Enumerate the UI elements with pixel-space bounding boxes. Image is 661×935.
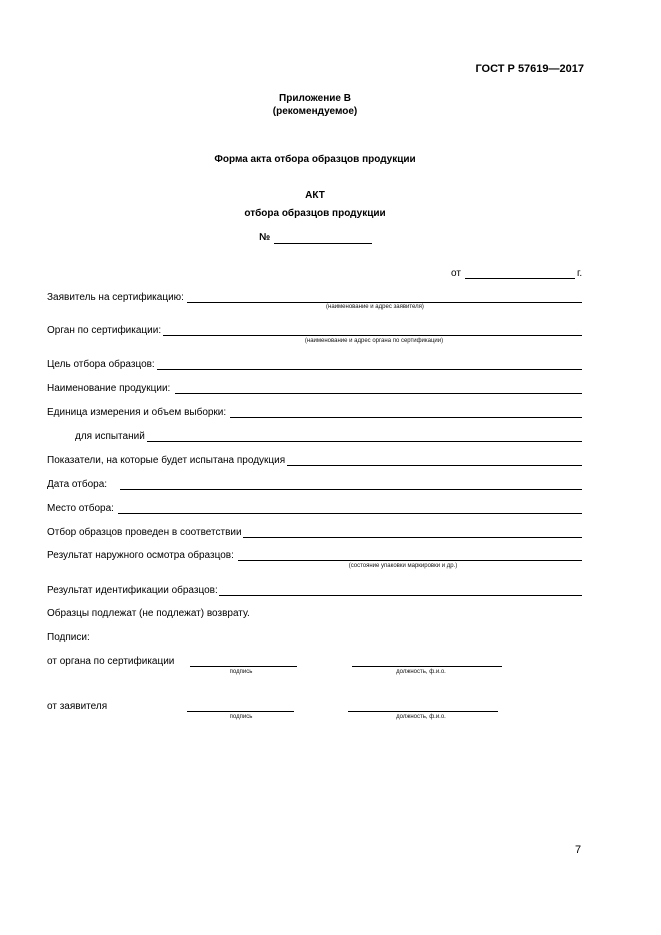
act-subtitle: отбора образцов продукции	[244, 208, 386, 219]
identification-result-label: Результат идентификации образцов:	[47, 585, 218, 596]
inspection-result-label: Результат наружного осмотра образцов:	[47, 550, 234, 561]
certification-body-label: Орган по сертификации:	[47, 325, 162, 336]
date-prefix: от	[451, 268, 461, 279]
sampling-date-label: Дата отбора:	[47, 479, 108, 490]
act-title: АКТ	[305, 190, 325, 201]
page-number: 7	[575, 844, 582, 856]
signature-from-applicant-label: от заявителя	[47, 701, 108, 712]
for-tests-label: для испытаний	[75, 431, 145, 442]
applicant-name-caption: должность, ф.и.о.	[396, 714, 446, 720]
applicant-field[interactable]	[187, 302, 582, 303]
sampling-place-field[interactable]	[118, 513, 582, 514]
inspection-result-caption: (состояние упаковки маркировки и др.)	[348, 563, 458, 569]
return-note: Образцы подлежат (не подлежат) возврату.	[47, 608, 250, 619]
sampling-purpose-field[interactable]	[157, 369, 582, 370]
test-indicators-field[interactable]	[287, 465, 582, 466]
act-number-field[interactable]	[274, 243, 372, 244]
body-name-caption: должность, ф.и.о.	[396, 669, 446, 675]
body-signature-field[interactable]	[190, 666, 297, 667]
date-suffix: г.	[577, 268, 583, 279]
test-indicators-label: Показатели, на которые будет испытана продукция	[47, 455, 286, 466]
act-number-label: №	[259, 232, 271, 243]
identification-result-field[interactable]	[219, 595, 582, 596]
signature-from-body-label: от органа по сертификации	[47, 656, 175, 667]
sampling-date-field[interactable]	[120, 489, 582, 490]
product-name-field[interactable]	[175, 393, 582, 394]
signatures-label: Подписи:	[47, 632, 90, 643]
unit-volume-field[interactable]	[230, 417, 582, 418]
certification-body-field[interactable]	[163, 335, 582, 336]
sampling-place-label: Место отбора:	[47, 503, 114, 514]
applicant-label: Заявитель на сертификацию:	[47, 292, 184, 303]
for-tests-field[interactable]	[147, 441, 582, 442]
body-name-field[interactable]	[352, 666, 502, 667]
document-standard-number: ГОСТ Р 57619—2017	[475, 63, 584, 75]
sampling-purpose-label: Цель отбора образцов:	[47, 359, 155, 370]
applicant-name-field[interactable]	[348, 711, 498, 712]
date-field[interactable]	[465, 278, 575, 279]
certification-body-caption: (наименование и адрес органа по сертификации)	[304, 338, 444, 344]
inspection-result-field[interactable]	[238, 560, 582, 561]
body-signature-caption: подпись	[229, 669, 253, 675]
sampling-compliance-label: Отбор образцов проведен в соответствии	[47, 527, 242, 538]
unit-volume-label: Единица измерения и объем выборки:	[47, 407, 227, 418]
applicant-caption: (наименование и адрес заявителя)	[326, 304, 424, 310]
annex-title: Приложение В	[279, 93, 351, 104]
form-title: Форма акта отбора образцов продукции	[214, 154, 416, 165]
annex-subtitle: (рекомендуемое)	[272, 106, 358, 117]
product-name-label: Наименование продукции:	[47, 383, 171, 394]
sampling-compliance-field[interactable]	[243, 537, 582, 538]
applicant-signature-caption: подпись	[229, 714, 253, 720]
applicant-signature-field[interactable]	[187, 711, 294, 712]
